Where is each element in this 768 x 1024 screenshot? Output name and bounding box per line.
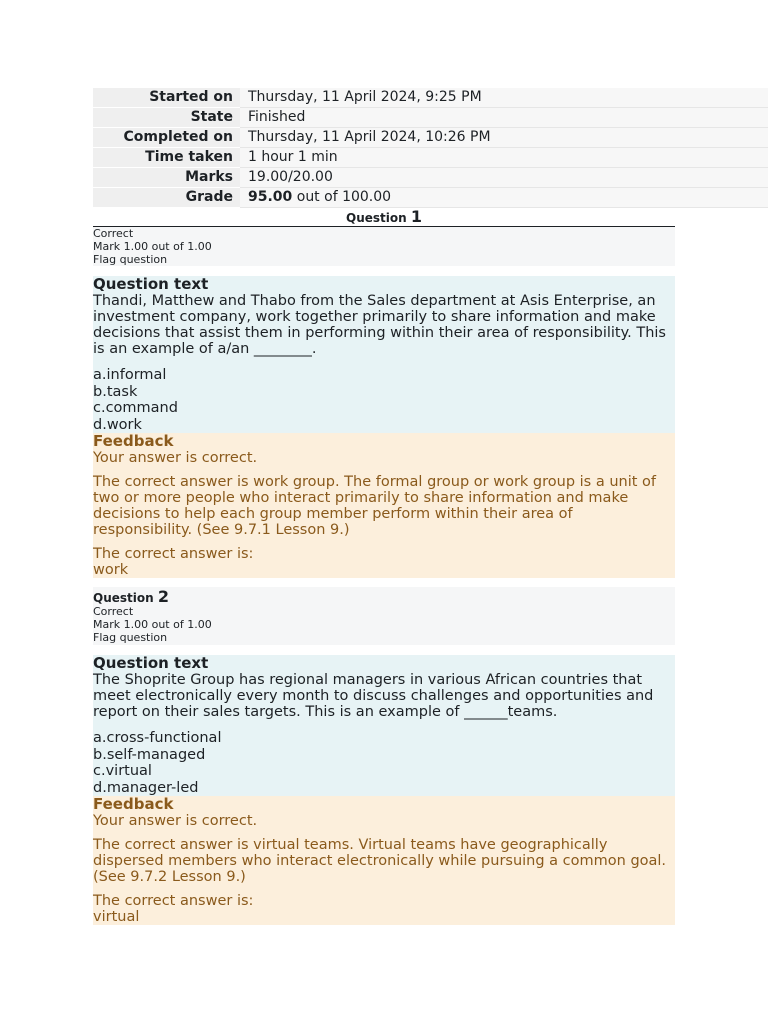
- question-info: [93, 587, 675, 645]
- feedback-panel: [93, 433, 675, 578]
- answer-option: d.work: [93, 416, 142, 433]
- feedback-explanation: The correct answer is work group. The formal group or work group is a unit of two or more people who interact primarily to share information and make decisions to help each group member perform within their area of responsibility. (See 9.7.1 Lesson 9.): [93, 474, 657, 538]
- question-text: The Shoprite Group has regional managers in various African countries that meet electronically every month to discuss challenges and opportunities and report on their sales targets. This is an example of ______teams.: [93, 672, 654, 720]
- question-heading: [93, 208, 675, 227]
- feedback-heading: Feedback: [93, 795, 174, 813]
- summary-value: Thursday, 11 April 2024, 10:26 PM: [240, 128, 768, 148]
- question-formulation: [93, 276, 675, 433]
- attempt-summary-table: [93, 88, 768, 208]
- answer-option: d.manager-led: [93, 779, 199, 796]
- summary-value: 1 hour 1 min: [240, 148, 768, 168]
- question-2: [93, 587, 675, 925]
- answer-option: a.informal: [93, 367, 167, 383]
- feedback-heading: Feedback: [93, 432, 174, 450]
- summary-label: Marks: [93, 168, 240, 188]
- question-grade: Mark 1.00 out of 1.00: [93, 618, 212, 631]
- flag-question-link[interactable]: Flag question: [93, 253, 168, 266]
- question-info: [93, 227, 675, 266]
- summary-value: Finished: [240, 108, 768, 128]
- question-grade: Mark 1.00 out of 1.00: [93, 240, 212, 253]
- feedback-status: Your answer is correct.: [93, 450, 258, 466]
- feedback-explanation: The correct answer is virtual teams. Virtual teams have geographically dispersed members who interact electronically while pursuing a common goal. (See 9.7.2 Lesson 9.): [93, 837, 667, 885]
- correct-answer-label: The correct answer is:: [93, 546, 254, 562]
- correct-answer-value: work: [93, 562, 129, 578]
- answer-option: c.virtual: [93, 763, 152, 779]
- summary-label: Started on: [93, 88, 240, 108]
- summary-row-grade: [93, 188, 768, 208]
- summary-row-marks: [93, 168, 768, 188]
- feedback-status: Your answer is correct.: [93, 813, 258, 829]
- flag-question-link[interactable]: Flag question: [93, 631, 168, 644]
- question-number: 2: [157, 587, 169, 606]
- answer-options: [93, 730, 675, 796]
- answer-option: a.cross-functional: [93, 730, 222, 746]
- answer-option: c.command: [93, 400, 178, 416]
- question-text-heading: Question text: [93, 654, 209, 672]
- question-formulation: [93, 655, 675, 796]
- correct-answer-label: The correct answer is:: [93, 893, 254, 909]
- summary-label: Time taken: [93, 148, 240, 168]
- answer-option: b.task: [93, 383, 138, 400]
- summary-row-started: [93, 88, 768, 108]
- summary-row-state: [93, 108, 768, 128]
- correct-answer-value: virtual: [93, 909, 140, 925]
- quiz-review-page: [93, 88, 675, 925]
- question-number: 1: [410, 207, 422, 226]
- feedback-panel: [93, 796, 675, 925]
- grade-out-of: out of 100.00: [292, 189, 392, 205]
- summary-row-time-taken: [93, 148, 768, 168]
- answer-options: [93, 367, 675, 433]
- summary-label: State: [93, 108, 240, 128]
- summary-row-completed: [93, 128, 768, 148]
- question-1: [93, 208, 675, 578]
- answer-option: b.self-managed: [93, 746, 206, 763]
- question-heading: [93, 589, 675, 605]
- summary-value: [240, 188, 768, 208]
- summary-label: Grade: [93, 188, 240, 208]
- question-label: Question: [346, 211, 407, 225]
- question-text: Thandi, Matthew and Thabo from the Sales department at Asis Enterprise, an investment company, work together primarily to share information and make decisions that assist them in performing within their area of responsibility. This is an example of a/an ________.: [93, 293, 666, 357]
- grade-score: 95.00: [248, 189, 293, 205]
- question-label: Question: [93, 591, 154, 605]
- summary-value: Thursday, 11 April 2024, 9:25 PM: [240, 88, 768, 108]
- summary-label: Completed on: [93, 128, 240, 148]
- question-state: Correct: [93, 227, 134, 240]
- summary-value: 19.00/20.00: [240, 168, 768, 188]
- question-text-heading: Question text: [93, 275, 209, 293]
- question-state: Correct: [93, 605, 134, 618]
